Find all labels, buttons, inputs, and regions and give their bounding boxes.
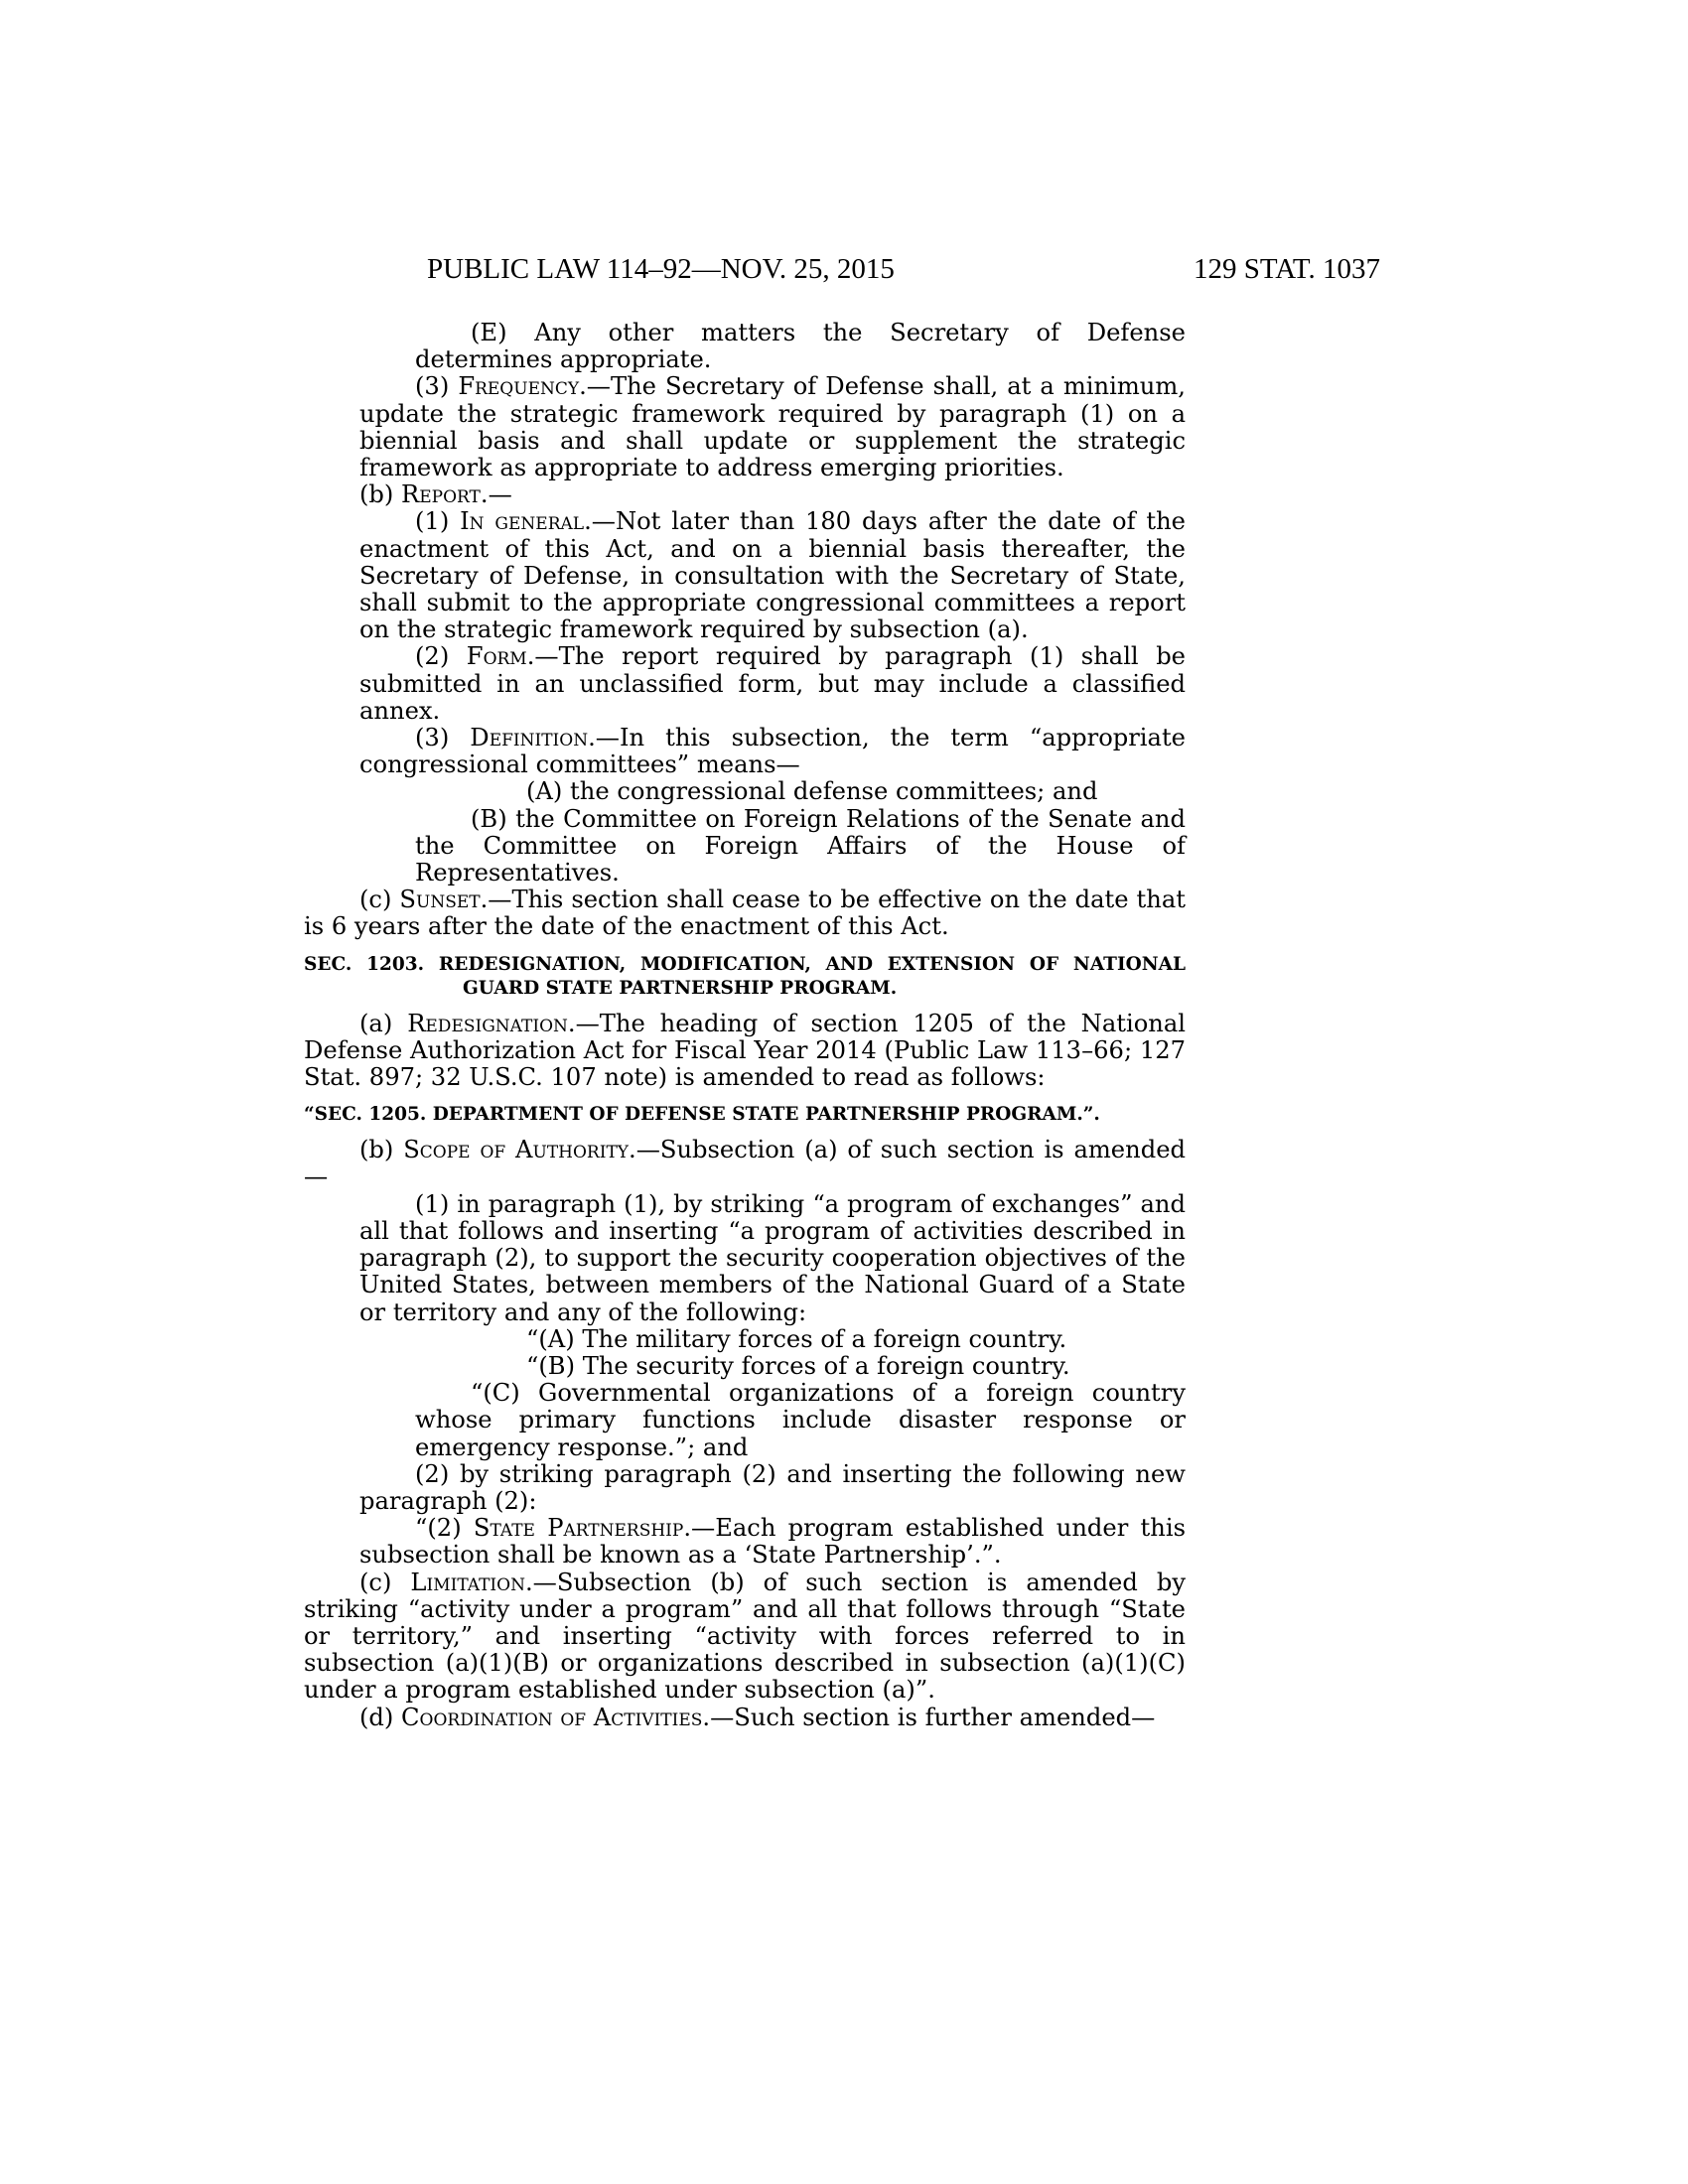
paragraph-text: .—Such section is further amended— <box>702 1703 1156 1731</box>
section-heading <box>304 1103 1186 1127</box>
paragraph <box>304 806 1186 887</box>
page-header <box>427 253 1380 293</box>
paragraph-text: (2) by striking paragraph (2) and inserting the following new paragraph (2): <box>359 1459 1186 1515</box>
paragraph-text: .—Not later than 180 days after the date of the enactment of this Act, and on a biennial basis thereafter, the Secretary of Defense, in consultation with the Secretary of State, shall submit to the appropriate congressional committees a report on the strategic framework required by subsection (a). <box>359 507 1186 644</box>
section-heading-text: “SEC. 1205. DEPARTMENT OF DEFENSE STATE PARTNERSHIP PROGRAM.”. <box>304 1104 1100 1126</box>
paragraph-text: .— <box>480 480 512 509</box>
paragraph-heading: Scope of Authority <box>403 1136 629 1164</box>
paragraph-heading: Redesignation <box>407 1009 568 1037</box>
paragraph-text: (B) the Committee on Foreign Relations of the Senate and the Committee on Foreign Affairs of the House of Representatives. <box>415 804 1186 887</box>
paragraph <box>304 1461 1186 1515</box>
paragraph-designator: (a) <box>359 1009 408 1037</box>
paragraph-heading: Limitation <box>410 1568 525 1596</box>
statute-page-number: 129 STAT. 1037 <box>1193 253 1380 285</box>
paragraph <box>304 887 1186 940</box>
paragraph <box>304 1570 1186 1705</box>
paragraph-text: “(B) The security forces of a foreign country. <box>526 1351 1070 1380</box>
paragraph <box>304 373 1186 481</box>
paragraph-designator: (d) <box>359 1703 402 1731</box>
paragraph-heading: Frequency <box>458 372 580 401</box>
paragraph-designator: “(2) <box>415 1514 474 1543</box>
paragraph <box>304 1380 1186 1461</box>
paragraph-heading: Form <box>466 642 527 671</box>
paragraph <box>304 1191 1186 1326</box>
paragraph-heading: Sunset <box>399 886 481 914</box>
paragraph-designator: (2) <box>415 642 467 671</box>
paragraph <box>304 725 1186 778</box>
paragraph-designator: (3) <box>415 372 459 401</box>
paragraph-text: .—Each program established under this subsection shall be known as a ‘State Partnership’.”. <box>359 1514 1186 1570</box>
paragraph-text: (1) in paragraph (1), by striking “a program of exchanges” and all that follows and inserting “a program of activities described in paragraph (2), to support the security cooperation objectives of the United States, between members of the National Guard of a State or territory and any of the following: <box>359 1189 1186 1326</box>
paragraph-text: .—The heading of section 1205 of the National Defense Authorization Act for Fiscal Year 2014 (Public Law 113–66; 127 Stat. 897; 32 U.S.C. 107 note) is amended to read as follows: <box>304 1009 1186 1092</box>
public-law-title: PUBLIC LAW 114–92—NOV. 25, 2015 <box>427 253 895 285</box>
paragraph-designator: (c) <box>359 886 400 914</box>
paragraph-designator: (c) <box>359 1568 411 1596</box>
paragraph-text: “(C) Governmental organizations of a foreign country whose primary functions include disaster response or emergency response.”; and <box>415 1379 1186 1461</box>
paragraph-text: .—In this subsection, the term “appropriate congressional committees” means— <box>359 724 1186 779</box>
paragraph <box>304 1011 1186 1092</box>
paragraph-heading: State Partnership <box>473 1514 684 1543</box>
paragraph <box>304 1353 1186 1380</box>
paragraph-designator: (3) <box>415 724 471 752</box>
paragraph <box>304 1326 1186 1353</box>
paragraph <box>304 1137 1186 1190</box>
paragraph-heading: In general <box>460 507 585 536</box>
section-heading <box>304 953 1186 1001</box>
paragraph <box>304 1515 1186 1569</box>
paragraph-text: .—The report required by paragraph (1) shall be submitted in an unclassified form, but may include a classified annex. <box>359 642 1186 725</box>
paragraph <box>304 778 1186 805</box>
paragraph-text: (A) the congressional defense committees; and <box>526 777 1098 806</box>
paragraph-text: (E) Any other matters the Secretary of Defense determines appropriate. <box>415 319 1186 374</box>
paragraph <box>304 508 1186 643</box>
paragraph-heading: Coordination of Activities <box>401 1703 703 1731</box>
paragraph-text: .—The Secretary of Defense shall, at a minimum, update the strategic framework required by paragraph (1) on a biennial basis and shall update or supplement the strategic framework as appropriate to address emerging priorities. <box>359 372 1186 482</box>
paragraph <box>304 320 1186 373</box>
section-heading-text: SEC. 1203. REDESIGNATION, MODIFICATION, AND EXTENSION OF NATIONAL GUARD STATE PARTNERSHIP PROGRAM. <box>304 953 1186 999</box>
paragraph <box>304 481 1186 508</box>
paragraph <box>304 1705 1186 1731</box>
paragraph-designator: (b) <box>359 1136 404 1164</box>
document-body <box>304 320 1186 1731</box>
paragraph-text: .—Subsection (a) of such section is amended— <box>304 1136 1186 1191</box>
paragraph-heading: Report <box>401 480 481 509</box>
paragraph-designator: (1) <box>415 507 461 536</box>
paragraph-designator: (b) <box>359 480 402 509</box>
paragraph-text: .—This section shall cease to be effective on the date that is 6 years after the date of the enactment of this Act. <box>304 886 1186 941</box>
paragraph-heading: Definition <box>470 724 589 752</box>
paragraph <box>304 643 1186 725</box>
paragraph-text: “(A) The military forces of a foreign country. <box>526 1324 1067 1353</box>
paragraph-text: .—Subsection (b) of such section is amended by striking “activity under a program” and all that follows through “State or territory,” and inserting “activity with forces referred to in subsection (a)(1)(B) or organizations described in subsection (a)(1)(C) under a program established under subsection (a)”. <box>304 1568 1187 1705</box>
